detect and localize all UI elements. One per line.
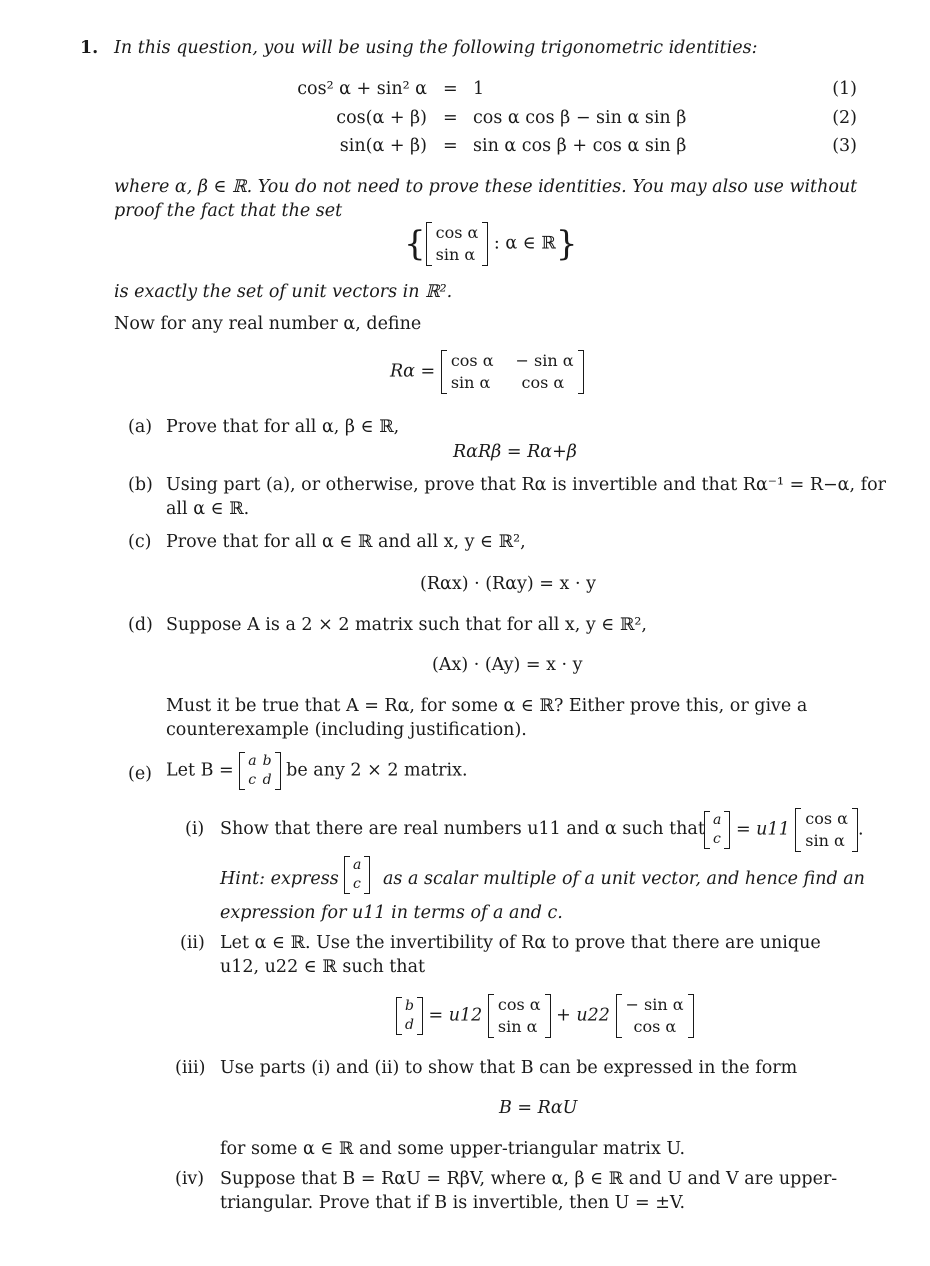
part-e-statement	[166, 752, 468, 790]
rotation-matrix-lhs: Rα =	[390, 361, 436, 382]
part-a-text: Prove that for all α, β ∈ ℝ,	[166, 417, 400, 437]
part-e-after: be any 2 × 2 matrix.	[286, 760, 468, 781]
set-vector	[426, 222, 489, 266]
column-2-vector	[616, 994, 694, 1038]
identity-2-rhs: cos α cos β − sin α sin β	[473, 108, 687, 128]
column-2-bottom: cos α	[633, 1017, 677, 1036]
question-intro: In this question, you will be using the following trigonometric identities:	[114, 38, 758, 58]
set-condition: : α ∈ ℝ	[493, 233, 556, 254]
set-vector-bottom: sin α	[435, 245, 476, 264]
column-2-top: − sin α	[625, 995, 684, 1014]
right-brace: }	[555, 224, 578, 264]
hint-prefix: Hint: express	[220, 869, 339, 889]
vector-bd-top: b	[405, 998, 414, 1014]
identity-3-rhs: sin α cos β + cos α sin β	[473, 136, 687, 156]
part-e-iii-label: (iii)	[175, 1058, 206, 1078]
vector-ac-bottom: c	[713, 831, 721, 847]
rot-a11: cos α	[450, 351, 494, 370]
u12-coefficient: = u12	[428, 1005, 483, 1026]
hint-vector	[344, 856, 370, 894]
part-e-let: Let B =	[166, 760, 234, 781]
rot-a21: sin α	[450, 373, 491, 392]
unit-vector	[795, 808, 858, 852]
column-1-vector	[488, 994, 551, 1038]
b-entry-b: b	[262, 753, 272, 769]
part-e-ii-label: (ii)	[180, 933, 205, 953]
part-c-equation: (Rαx) · (Rαy) = x · y	[420, 574, 596, 594]
hint-vector-bottom: c	[353, 876, 361, 892]
unit-vectors-text: is exactly the set of unit vectors in ℝ².	[114, 282, 453, 302]
part-c-text: Prove that for all α ∈ ℝ and all x, y ∈ ℝ²,	[166, 532, 526, 552]
vector-bd-bottom: d	[405, 1017, 414, 1033]
part-e-label: (e)	[128, 764, 153, 784]
b-entry-d: d	[262, 772, 272, 788]
hint-vector-top: a	[353, 857, 362, 873]
where-line-1: where α, β ∈ ℝ. You do not need to prove these identities. You may also use without	[114, 177, 858, 197]
part-b-line-2: all α ∈ ℝ.	[166, 499, 250, 519]
rot-a22: cos α	[521, 373, 565, 392]
part-e-ii-line-2: u12, u22 ∈ ℝ such that	[220, 957, 426, 977]
part-c-label: (c)	[128, 532, 152, 552]
hint-line-2: expression for u11 in terms of a and c.	[220, 903, 563, 923]
part-d-equation: (Ax) · (Ay) = x · y	[432, 655, 583, 675]
part-e-ii-equation	[396, 994, 694, 1038]
define-text: Now for any real number α, define	[114, 314, 422, 334]
rotation-matrix	[441, 350, 584, 394]
identity-1-eq: =	[443, 79, 458, 99]
identity-3-lhs: sin(α + β)	[339, 136, 427, 156]
equation-period: .	[857, 819, 864, 840]
part-e-iii-after: for some α ∈ ℝ and some upper-triangular matrix U.	[220, 1139, 686, 1159]
part-d-text: Suppose A is a 2 × 2 matrix such that for all x, y ∈ ℝ²,	[166, 615, 647, 635]
part-a-equation: RαRβ = Rα+β	[453, 442, 577, 462]
identity-3-number: (3)	[832, 136, 857, 156]
part-e-iv-line-1: Suppose that B = RαU = RβV, where α, β ∈ ℝ and U and V are upper-	[220, 1169, 838, 1189]
part-e-ii-line-1: Let α ∈ ℝ. Use the invertibility of Rα to prove that there are unique	[220, 933, 821, 953]
part-d-line-2: counterexample (including justification).	[166, 720, 527, 740]
u22-coefficient: + u22	[556, 1005, 610, 1026]
part-a-label: (a)	[128, 417, 153, 437]
identity-2-number: (2)	[832, 108, 857, 128]
part-e-i-equation	[704, 808, 864, 852]
vector-ac-top: a	[713, 812, 722, 828]
identity-3-eq: =	[443, 136, 458, 156]
part-d-label: (d)	[128, 615, 153, 635]
part-e-iii-equation: B = RαU	[499, 1098, 578, 1118]
part-e-i-text: Show that there are real numbers u11 and α such that	[220, 819, 705, 839]
set-vector-top: cos α	[435, 223, 479, 242]
question-number: 1.	[80, 38, 99, 58]
hint-line-1: as a scalar multiple of a unit vector, and hence find an	[383, 869, 865, 889]
part-e-iv-label: (iv)	[175, 1169, 205, 1189]
part-e-iii-text: Use parts (i) and (ii) to show that B can be expressed in the form	[220, 1058, 798, 1078]
identity-2-lhs: cos(α + β)	[336, 108, 427, 128]
column-1-top: cos α	[497, 995, 541, 1014]
where-line-2: proof the fact that the set	[114, 201, 343, 221]
part-b-label: (b)	[128, 475, 153, 495]
matrix-b	[239, 752, 280, 790]
left-brace: {	[404, 224, 426, 264]
part-e-iv-line-2: triangular. Prove that if B is invertible, then U = ±V.	[220, 1193, 686, 1213]
identity-1-number: (1)	[832, 79, 857, 99]
column-1-bottom: sin α	[497, 1017, 538, 1036]
vector-ac	[704, 811, 730, 849]
part-e-i-label: (i)	[185, 819, 205, 839]
part-d-line-1: Must it be true that A = Rα, for some α ∈ ℝ? Either prove this, or give a	[166, 696, 808, 716]
unit-vector-set	[404, 222, 577, 266]
b-entry-a: a	[248, 753, 257, 769]
identity-2-eq: =	[443, 108, 458, 128]
identity-1-rhs: 1	[473, 79, 485, 99]
part-b-line-1: Using part (a), or otherwise, prove that Rα is invertible and that Rα⁻¹ = R−α, for	[166, 475, 886, 495]
unit-vector-bottom: sin α	[805, 831, 845, 850]
vector-bd	[396, 997, 423, 1035]
rot-a12: − sin α	[515, 351, 574, 370]
identity-1-lhs: cos² α + sin² α	[297, 79, 427, 99]
b-entry-c: c	[248, 772, 257, 788]
unit-vector-top: cos α	[805, 809, 848, 828]
u11-coefficient: = u11	[735, 819, 790, 840]
rotation-matrix-definition	[390, 350, 584, 394]
